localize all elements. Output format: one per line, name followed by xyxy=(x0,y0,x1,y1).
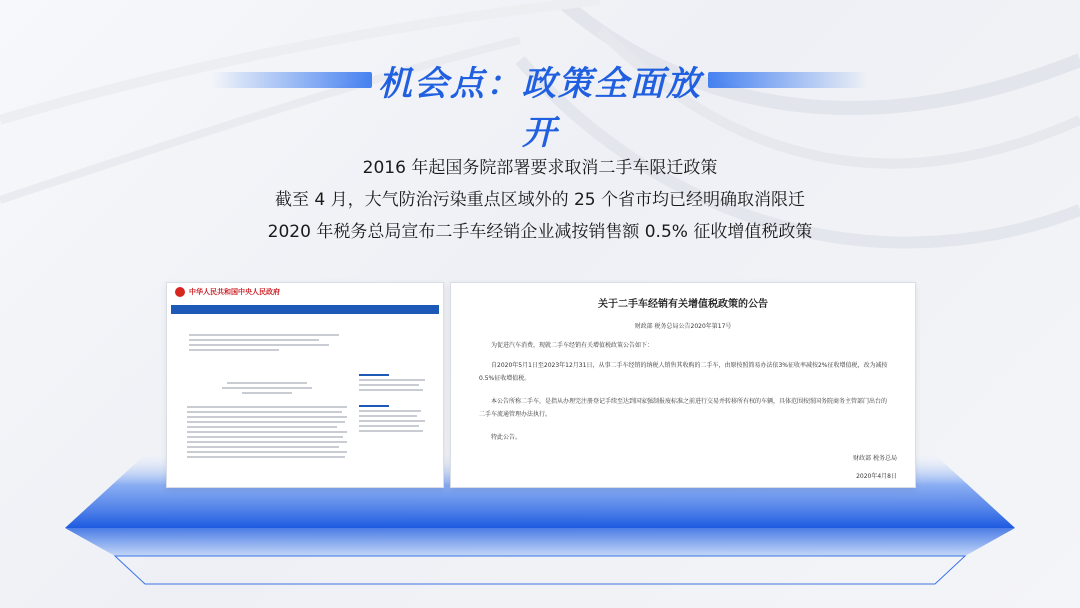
gov-article-meta xyxy=(189,331,349,354)
gov-webpage-screenshot xyxy=(166,282,444,488)
gov-sidebar xyxy=(359,371,429,435)
gov-header xyxy=(167,283,443,301)
announcement-title: 关于二手车经销有关增值税政策的公告 xyxy=(598,299,768,310)
gov-nav-bar xyxy=(171,305,439,314)
slide-header xyxy=(0,52,1080,153)
title-decoration-left xyxy=(212,72,372,88)
announcement-paragraph: 自2020年5月1日至2023年12月31日，从事二手车经销的纳税人销售其收购的二手车，由原按照简易办法依3%征收率减按2%征收增值税，改为减按0.5%征收增值税。 xyxy=(479,362,888,382)
title-decoration-right xyxy=(708,72,868,88)
announcement-number: 财政部 税务总局公告2020年第17号 xyxy=(634,323,732,330)
summary-line: 2016 年起国务院部署要求取消二手车限迁政策 xyxy=(362,158,718,178)
gov-article-body xyxy=(187,379,347,461)
summary-line: 2020 年税务总局宣布二手车经销企业减按销售额 0.5% 征收增值税政策 xyxy=(267,222,813,242)
announcement-date: 2020年4月8日 xyxy=(856,473,897,480)
announcement-paragraph: 特此公告。 xyxy=(491,434,522,441)
policy-summary xyxy=(0,152,1080,248)
gov-site-name: 中华人民共和国中央人民政府 xyxy=(189,288,280,296)
tax-announcement-document xyxy=(450,282,916,488)
slide-title: 机会点：政策全面放开 xyxy=(378,64,702,153)
national-emblem-icon xyxy=(175,287,185,297)
summary-line: 截至 4 月，大气防治污染重点区域外的 25 个省市均已经明确取消限迁 xyxy=(274,190,806,210)
announcement-paragraph: 为促进汽车消费，现就二手车经销有关增值税政策公告如下： xyxy=(491,342,654,349)
announcement-paragraph: 本公告所称二手车，是指从办理完注册登记手续至达到国家强制报废标准之前进行交易并转移所有权的车辆，具体范围按照国务院商务主管部门出台的二手车流通管理办法执行。 xyxy=(479,398,888,418)
announcement-signature: 财政部 税务总局 xyxy=(853,455,897,462)
